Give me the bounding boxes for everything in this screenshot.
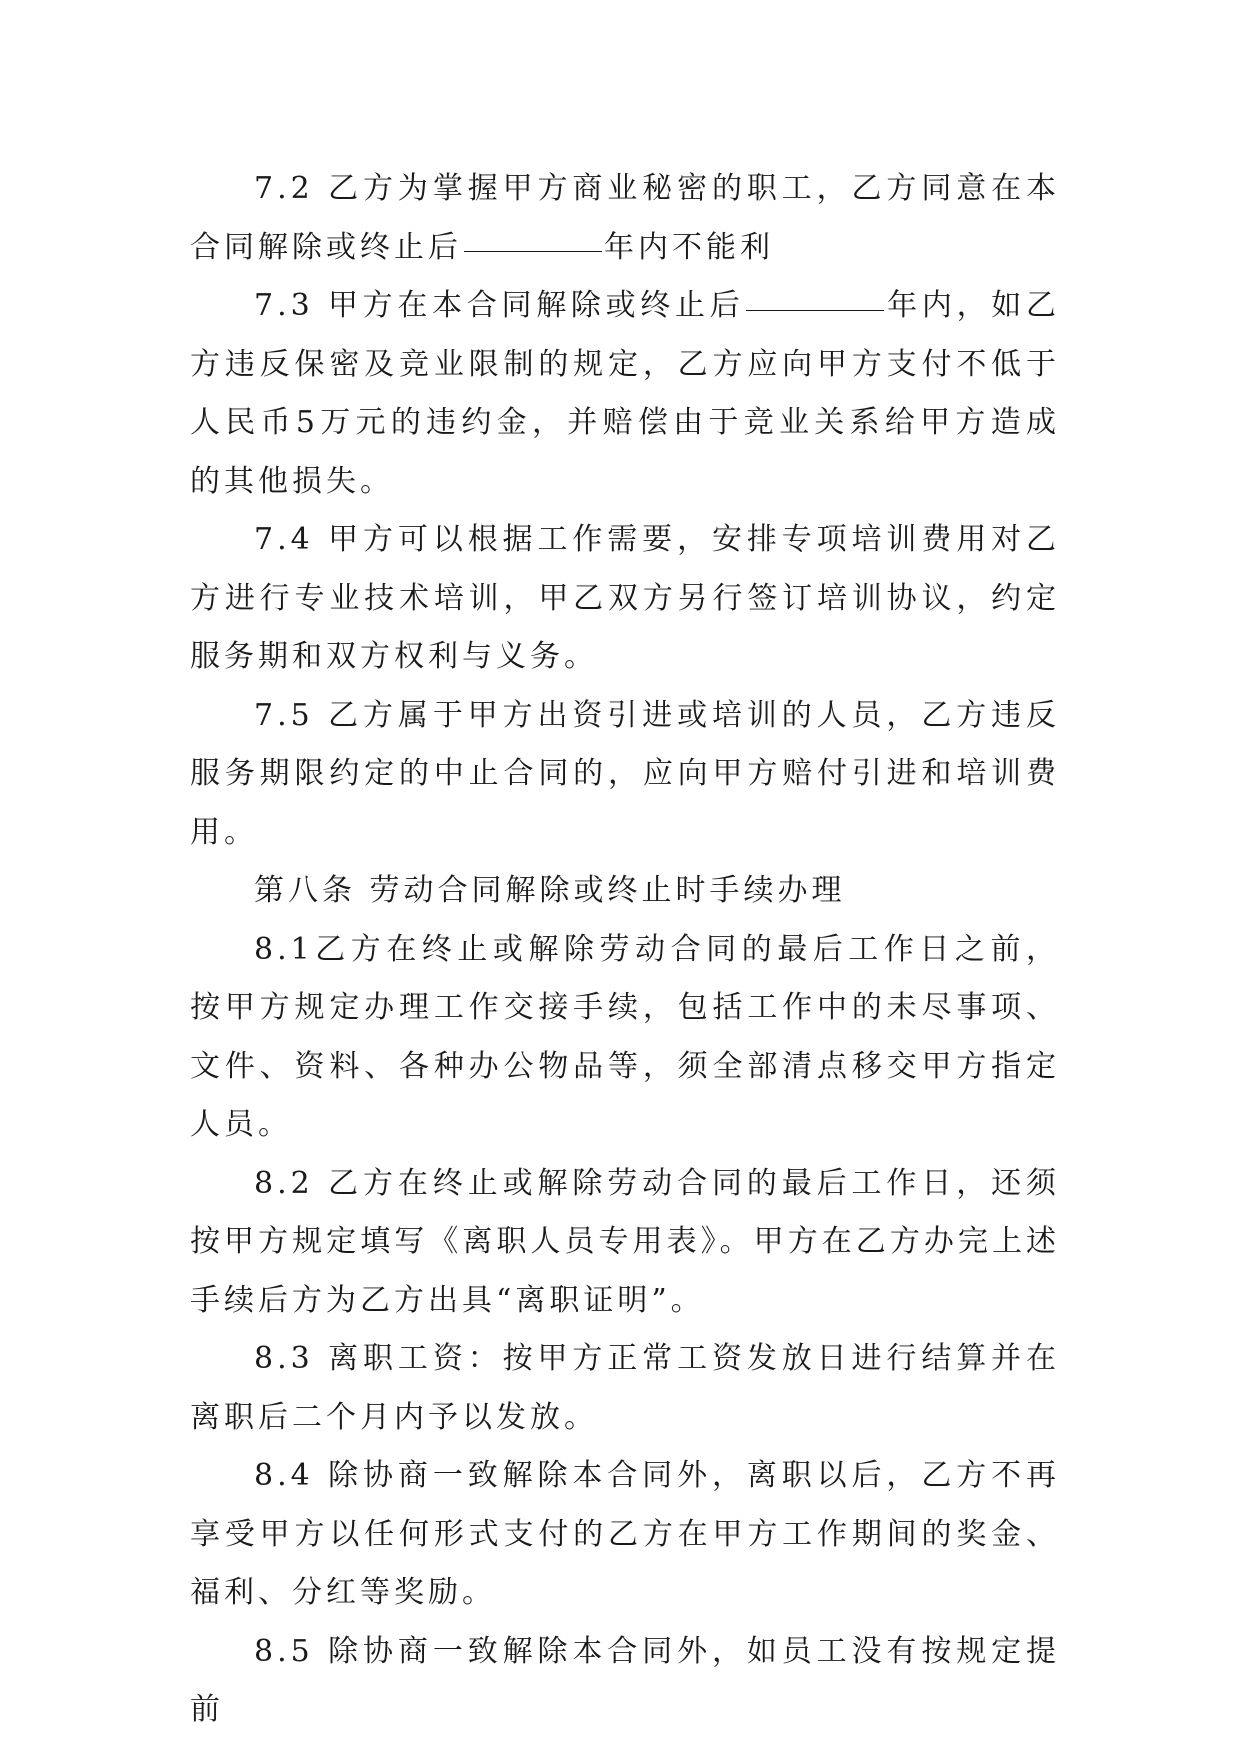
article-8-heading: 第八条 劳动合同解除或终止时手续办理 — [254, 873, 846, 908]
clause-8-3: 8.3 离职工资：按甲方正常工资发放日进行结算并在离职后二个月内予以发放。 — [190, 1341, 1060, 1435]
document-body — [190, 160, 1060, 1740]
clause-7-2-text-end: 年内不能利 — [604, 229, 774, 265]
clause-7-4: 7.4 甲方可以根据工作需要，安排专项培训费用对乙方进行专业技术培训，甲乙双方另行签订培训协议，约定服务期和双方权利与义务。 — [190, 522, 1060, 674]
clause-7-2-text-start: 7.2 乙方为掌握甲方商业秘密的职工，乙方同意在本合同解除或终止后 — [190, 171, 1060, 265]
fill-in-blank — [464, 250, 602, 252]
fill-in-blank — [746, 309, 884, 311]
clause-7-3-text-end: 年内，如乙方违反保密及竞业限制的规定，乙方应向甲方支付不低于人民币5万元的违约金，并赔偿由于竞业关系给甲方造成的其他损失。 — [190, 288, 1061, 499]
clause-8-5: 8.5 除协商一致解除本合同外，如员工没有按规定提前 — [190, 1633, 1060, 1727]
clause-7-2 — [190, 160, 1060, 277]
clause-8-4: 8.4 除协商一致解除本合同外，离职以后，乙方不再享受甲方以任何形式支付的乙方在甲方工作期间的奖金、福利、分红等奖励。 — [190, 1458, 1060, 1610]
clause-7-3 — [190, 277, 1060, 511]
clause-7-3-text-start: 7.3 甲方在本合同解除或终止后 — [254, 288, 745, 323]
clause-7-5: 7.5 乙方属于甲方出资引进或培训的人员，乙方违反服务期限约定的中止合同的，应向甲方赔付引进和培训费用。 — [190, 697, 1060, 850]
clause-8-1: 8.1乙方在终止或解除劳动合同的最后工作日之前，按甲方规定办理工作交接手续，包括工作中的未尽事项、文件、资料、各种办公物品等，须全部清点移交甲方指定人员。 — [190, 931, 1060, 1142]
clause-8-2: 8.2 乙方在终止或解除劳动合同的最后工作日，还须按甲方规定填写《离职人员专用表》。甲方在乙方办完上述手续后方为乙方出具“离职证明”。 — [190, 1165, 1060, 1318]
